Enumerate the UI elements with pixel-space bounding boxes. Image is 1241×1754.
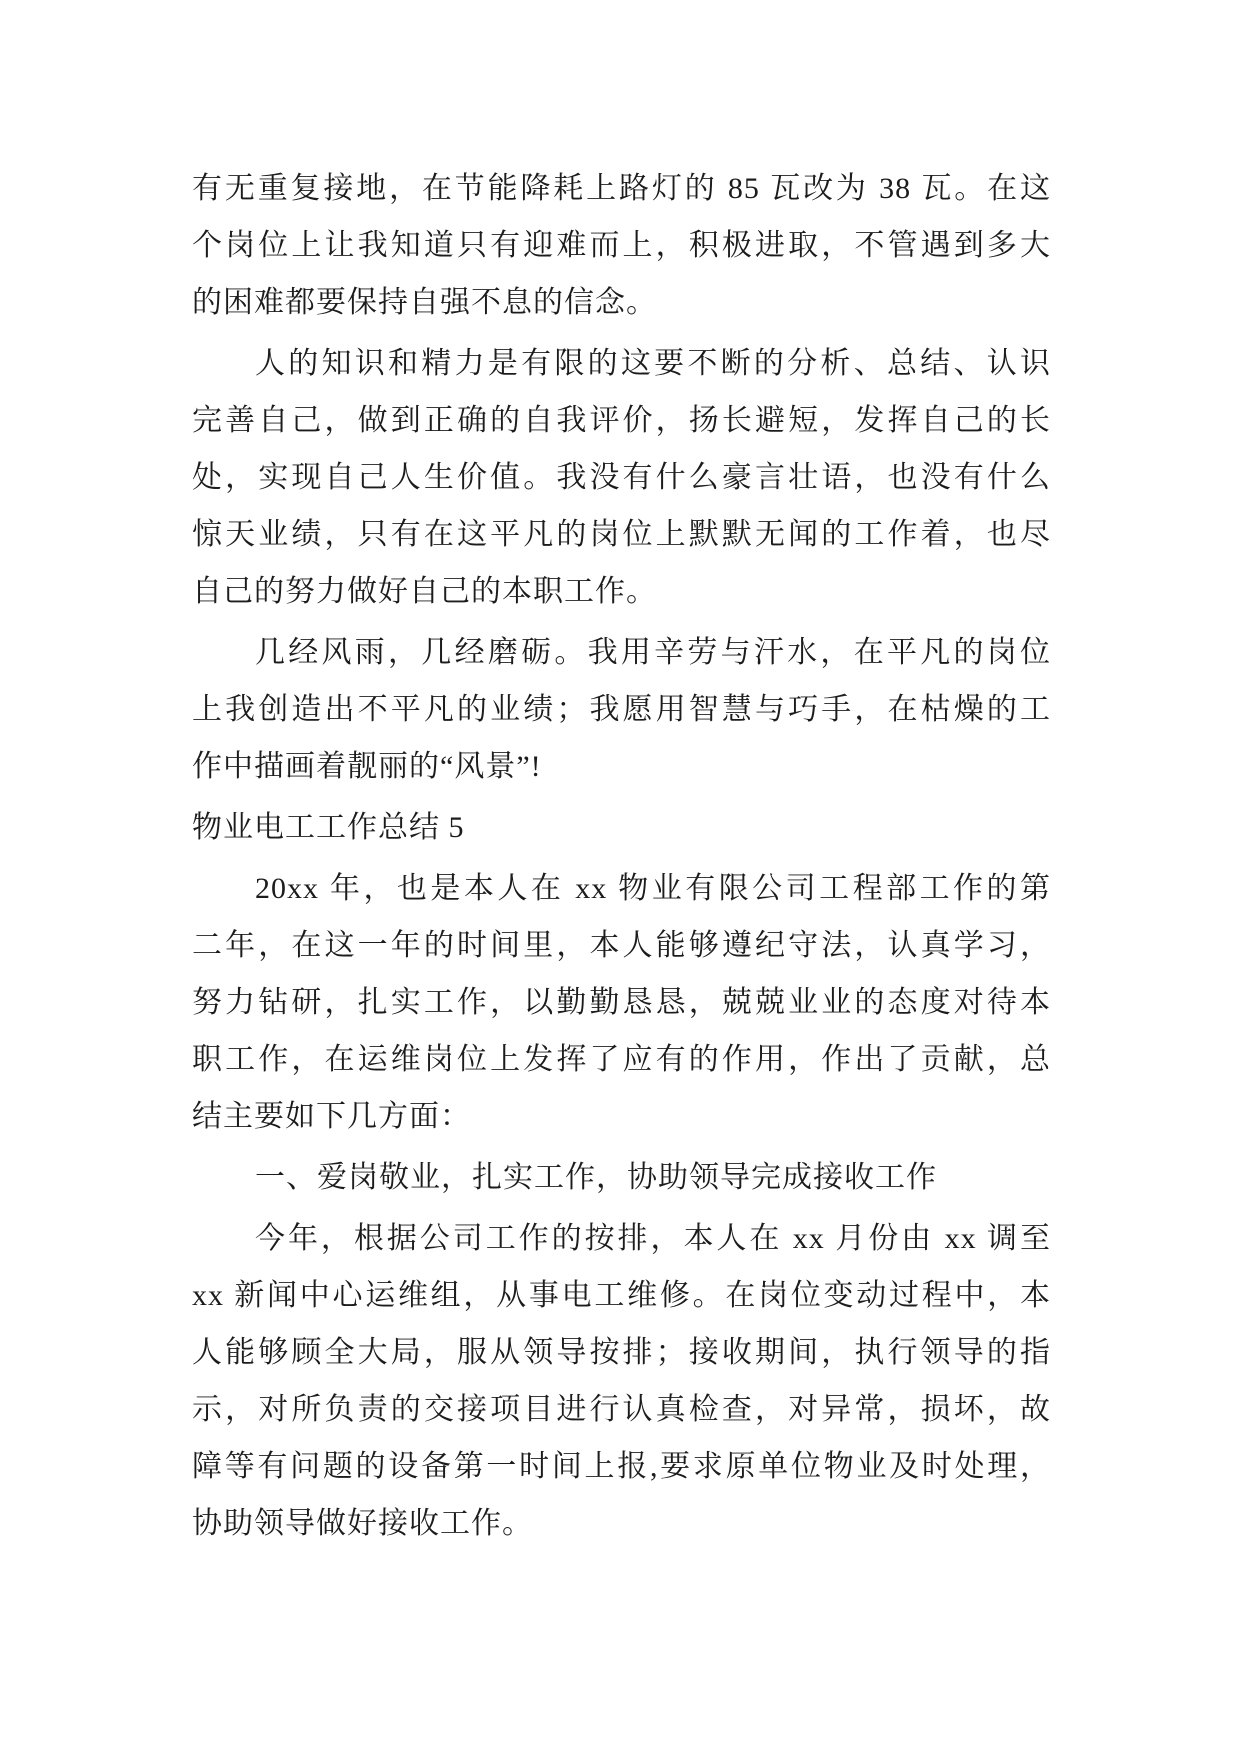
paragraph-line: 示，对所负责的交接项目进行认真检查，对异常，损坏，故 bbox=[192, 1393, 1051, 1426]
paragraph-line: 作中描画着靓丽的“风景”! bbox=[192, 750, 542, 783]
paragraph-line: 协助领导做好接收工作。 bbox=[192, 1507, 533, 1540]
paragraph-line: 二年，在这一年的时间里，本人能够遵纪守法，认真学习， bbox=[192, 929, 1051, 962]
document-body bbox=[192, 160, 1051, 1552]
paragraph-line: 自己的努力做好自己的本职工作。 bbox=[192, 575, 657, 608]
subsection-heading bbox=[192, 1149, 1051, 1206]
paragraph-line: 的困难都要保持自强不息的信念。 bbox=[192, 286, 657, 319]
paragraph-line: 障等有问题的设备第一时间上报,要求原单位物业及时处理， bbox=[192, 1450, 1051, 1483]
paragraph-line: 上我创造出不平凡的业绩；我愿用智慧与巧手，在枯燥的工 bbox=[192, 693, 1051, 726]
paragraph bbox=[192, 624, 1051, 795]
paragraph-line: 人的知识和精力是有限的这要不断的分析、总结、认识 bbox=[255, 347, 1051, 380]
paragraph-line: 结主要如下几方面： bbox=[192, 1100, 471, 1133]
paragraph-line: xx 新闻中心运维组，从事电工维修。在岗位变动过程中，本 bbox=[192, 1279, 1051, 1312]
paragraph-line: 职工作，在运维岗位上发挥了应有的作用，作出了贡献，总 bbox=[192, 1043, 1051, 1076]
paragraph bbox=[192, 860, 1051, 1145]
paragraph-line: 个岗位上让我知道只有迎难而上，积极进取，不管遇到多大 bbox=[192, 229, 1051, 262]
paragraph-line: 今年，根据公司工作的按排，本人在 xx 月份由 xx 调至 bbox=[255, 1222, 1051, 1255]
paragraph-line: 惊天业绩，只有在这平凡的岗位上默默无闻的工作着，也尽 bbox=[192, 518, 1051, 551]
paragraph-line: 有无重复接地，在节能降耗上路灯的 85 瓦改为 38 瓦。在这 bbox=[192, 172, 1051, 205]
paragraph-line: 完善自己，做到正确的自我评价，扬长避短，发挥自己的长 bbox=[192, 404, 1051, 437]
paragraph-line: 几经风雨，几经磨砺。我用辛劳与汗水，在平凡的岗位 bbox=[255, 636, 1051, 669]
paragraph bbox=[192, 160, 1051, 331]
paragraph bbox=[192, 335, 1051, 620]
paragraph bbox=[192, 1210, 1051, 1552]
paragraph-line: 人能够顾全大局，服从领导按排；接收期间，执行领导的指 bbox=[192, 1336, 1051, 1369]
paragraph-line: 处，实现自己人生价值。我没有什么豪言壮语，也没有什么 bbox=[192, 461, 1051, 494]
paragraph-line: 20xx 年，也是本人在 xx 物业有限公司工程部工作的第 bbox=[255, 872, 1051, 905]
section-heading bbox=[192, 799, 1051, 856]
paragraph-line: 努力钻研，扎实工作，以勤勤恳恳，兢兢业业的态度对待本 bbox=[192, 986, 1051, 1019]
subsection-heading-text: 一、爱岗敬业，扎实工作，协助领导完成接收工作 bbox=[255, 1161, 937, 1194]
section-heading-text: 物业电工工作总结 5 bbox=[192, 811, 465, 844]
